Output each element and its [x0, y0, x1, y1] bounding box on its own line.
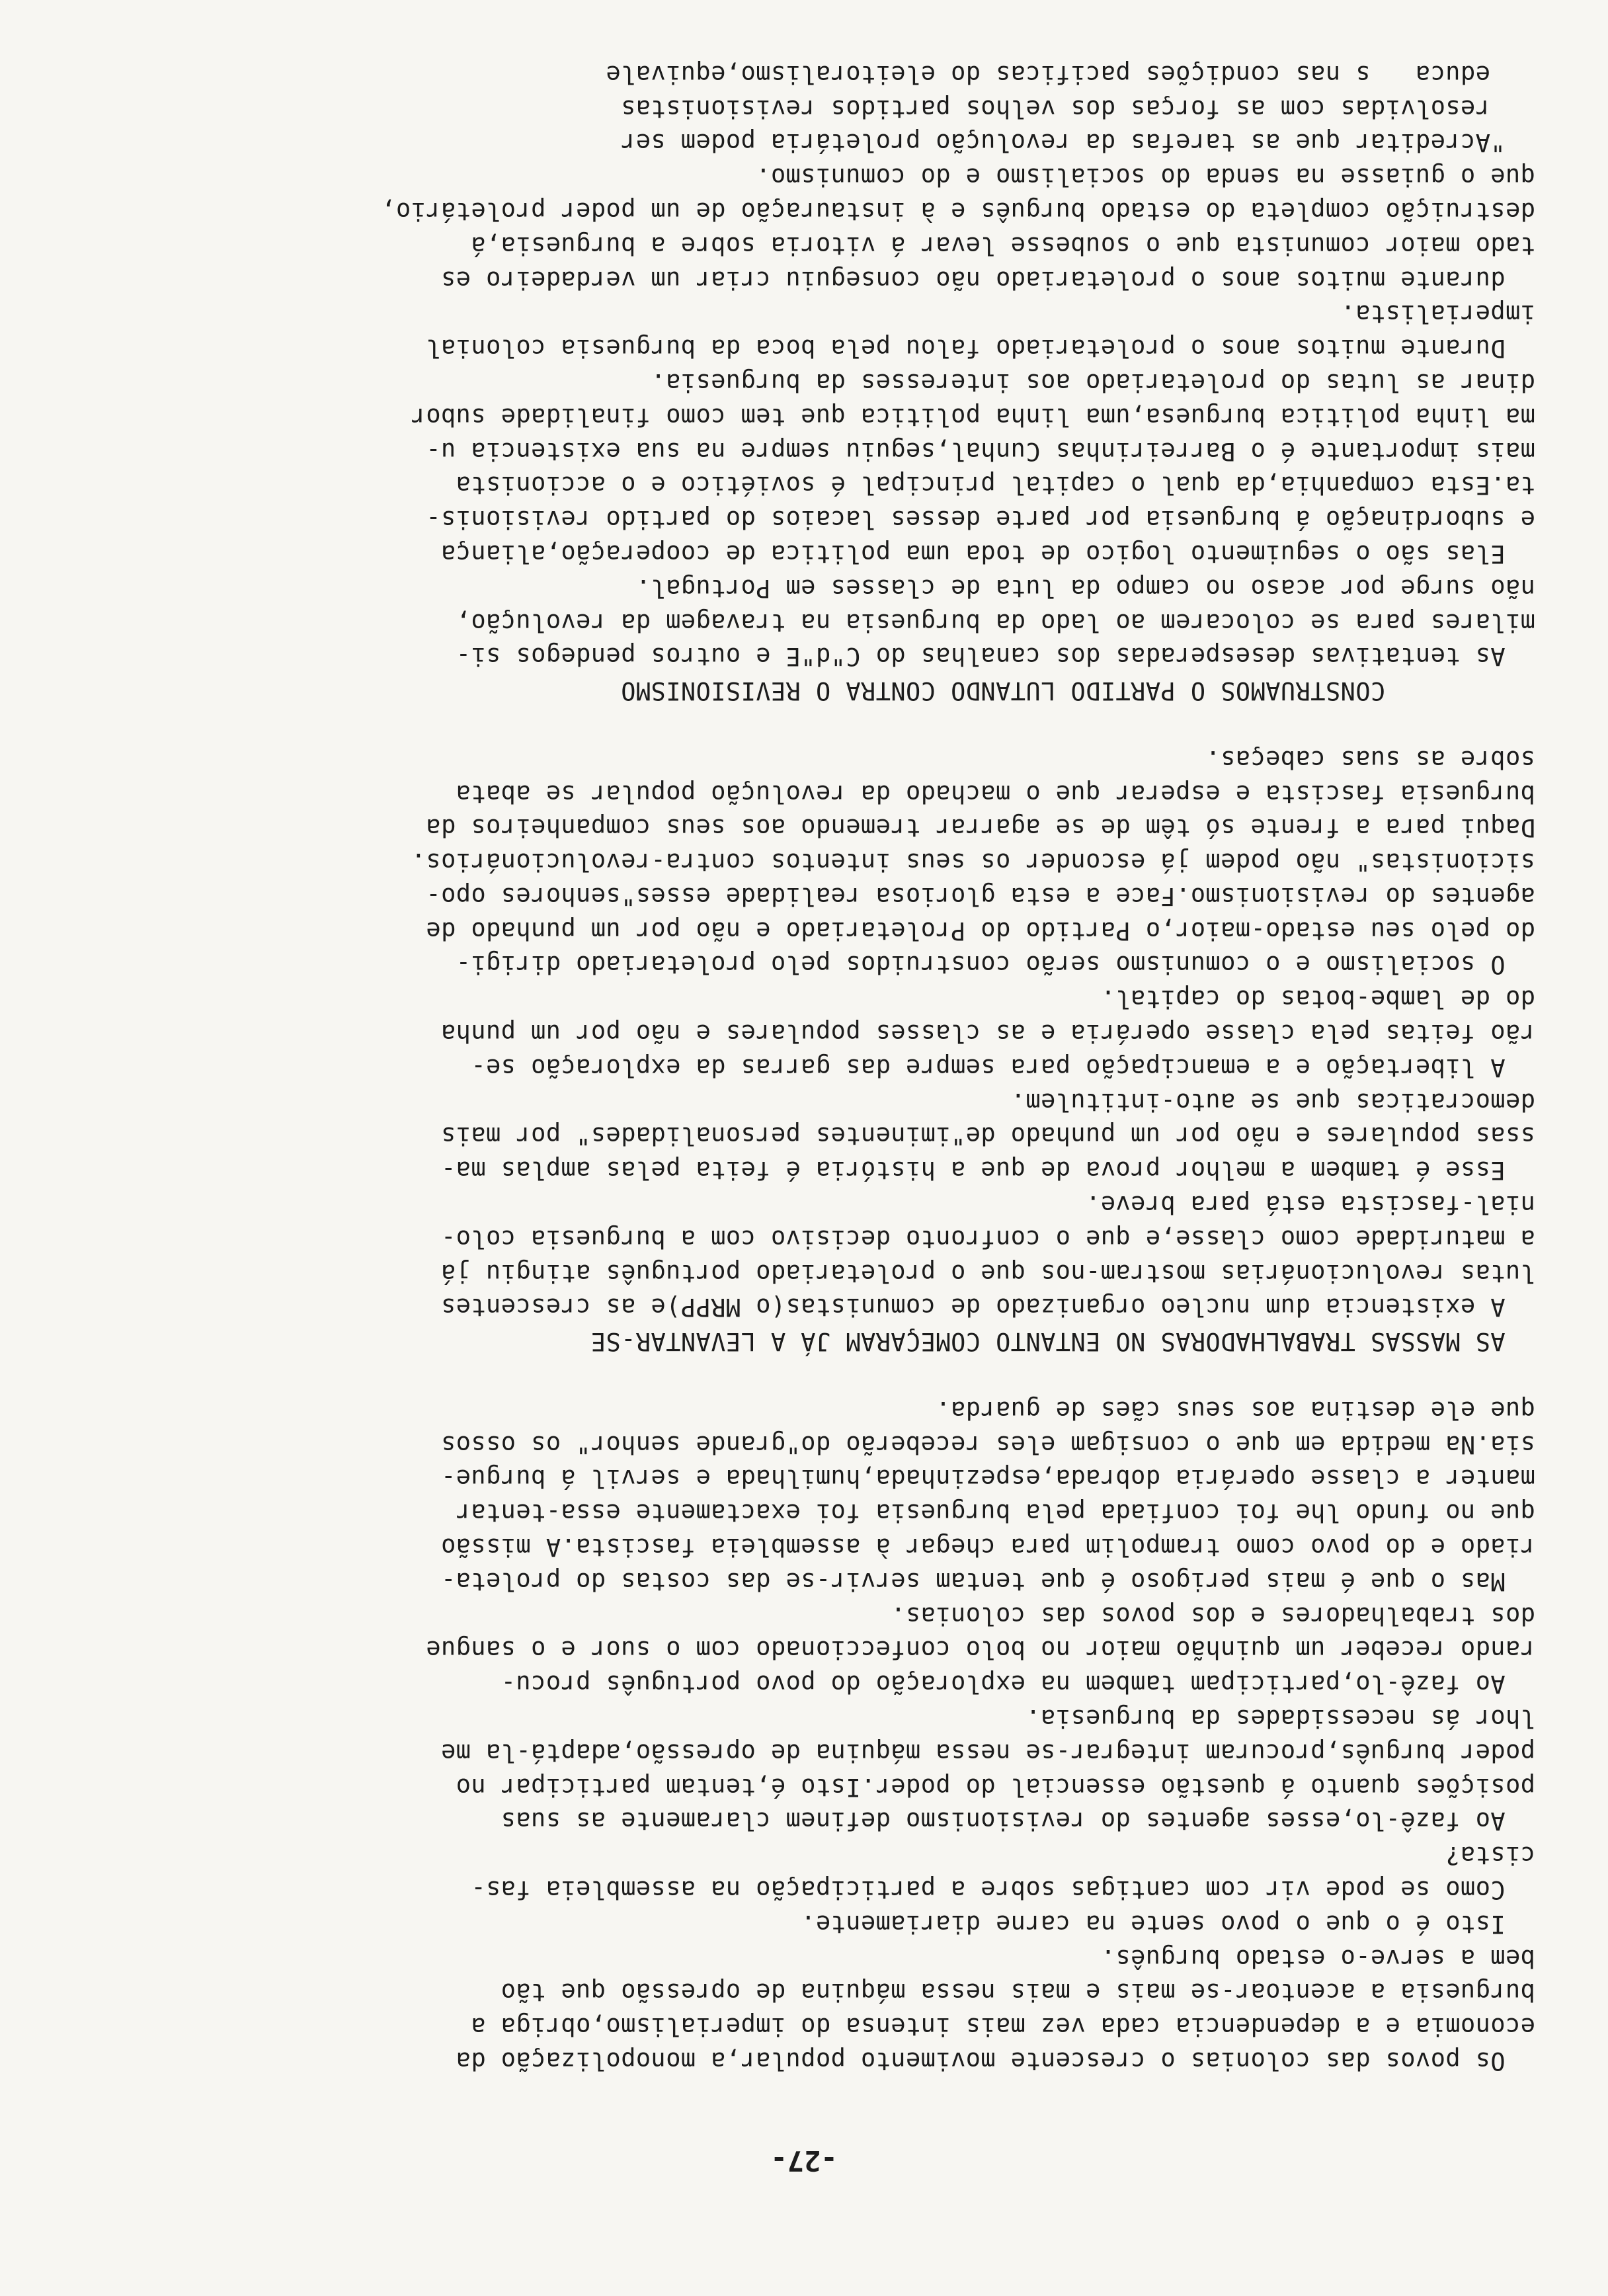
text-line: ma linha politica burguesa,uma linha politica que tem como finalidade subor — [411, 402, 1535, 431]
text-line: mais importante é o Barreirinhas Cunhal,seguiu sempre na sua existencia u- — [425, 436, 1535, 466]
text-line: rão feitas pela classe operária e as classes populares e não por um punha — [440, 1019, 1535, 1048]
text-line: Mas o que é mais perigoso é que tentam servir-se das costas do proleta- — [440, 1567, 1535, 1596]
text-line: A libertação e a emancipação para sempre das garras da exploração se- — [471, 1053, 1535, 1082]
text-line: milares para se colocarem ao lado da burguesia na travagem da revolução, — [456, 608, 1535, 637]
text-line: democraticas que se auto-intitulem. — [1010, 1087, 1535, 1116]
text-line: Durante muitos anos o proletariado falou pela boca da burguesia colonial — [425, 334, 1535, 363]
blank-line — [81, 708, 1535, 742]
text-line: burguesia a acentoar-se mais e mais nessa máquina de opressão que tão — [501, 1978, 1535, 2007]
text-line: nial-fascista está para breve. — [1085, 1190, 1535, 1219]
text-line: sobre as suas cabeças. — [1205, 745, 1535, 774]
text-line: bem a serve-o estado burguês. — [1100, 1944, 1535, 1973]
text-line: agentes do revisionismo.Face a esta gloriosa realidade esses"senhores opo- — [425, 882, 1535, 911]
text-line: Esse é tambem a melhor prova de que a história é feita pelas amplas ma- — [440, 1156, 1535, 1185]
text-line: Como se pode vir com cantigas sobre a participação na assembleia fas- — [471, 1875, 1535, 1905]
text-line: lutas revolucionárias mostram-nos que o proletariado português atingiu já — [440, 1258, 1535, 1288]
text-line: que o guiasse na senda do socialismo e do comunismo. — [755, 163, 1535, 192]
blank-line — [81, 1358, 1535, 1393]
text-line: lhor ás necessidades da burguesia. — [1025, 1704, 1535, 1733]
text-line: A existencia dum nucleo organizado de comunistas(o MRPP)e as crescentes — [440, 1293, 1535, 1322]
text-line: a maturidade como classe,e que o confronto decisivo com a burguesia colo- — [440, 1224, 1535, 1253]
section-heading: AS MASSAS TRABALHADORAS NO ENTANTO COMEÇARAM JÁ A LEVANTAR-SE — [590, 1327, 1535, 1356]
text-line: imperialista. — [1340, 300, 1535, 329]
text-line: dos trabalhadores e dos povos das colonias. — [890, 1601, 1535, 1630]
text-line: rando receber um quinhão maior no bolo confeccionado com o suor e o sangue — [425, 1635, 1535, 1664]
text-line: ssas populares e não por um punhado de"iminentes personalidades" por mais — [440, 1122, 1535, 1151]
text-line: Daqui para a frente só têm de se agarrar tremendo aos seus companheiros da — [425, 813, 1535, 842]
text-line: sicionistas" não podem já esconder os seus intentos contra-revolucionários. — [411, 848, 1535, 877]
text-line: tado maior comunista que o soubesse levar á vitoria sobre a burguesia,á — [471, 231, 1535, 260]
text-line: As tentativas desesperadas dos canalhas do C"d"E e outros pendegos si- — [456, 642, 1535, 671]
text-line: manter a classe operária dobrada,espezinhada,humilhada e servil á burgue- — [440, 1464, 1535, 1493]
document-body — [81, 57, 1535, 2078]
text-line: Elas são o seguimento logico de toda uma politica de cooperação,aliança — [440, 539, 1535, 568]
text-line: Os povos das colonias o crescente movimento popular,a monopolização da — [456, 2047, 1535, 2075]
page-number: -27- — [770, 2145, 838, 2177]
text-line: O socialismo e o comunismo serão construidos pelo proletariado dirigi- — [456, 950, 1535, 979]
text-line: "Acreditar que as tarefas da revolução proletária podem ser — [620, 128, 1535, 157]
text-line: Isto é o que o povo sente na carne diariamente. — [800, 1909, 1535, 1938]
text-line: sia.Na medida em que o consigam eles receberão do"grande senhor" os ossos — [440, 1430, 1535, 1459]
text-line: poder burguês,procuram integrar-se nessa máquina de opressão,adaptá-la me — [440, 1738, 1535, 1767]
text-line: que ele destina aos seus cães de guarda. — [935, 1395, 1535, 1424]
text-line: dinar as lutas do proletariado aos interesses da burguesia. — [651, 368, 1535, 397]
text-line: do de lambe-botas do capital. — [1100, 985, 1535, 1014]
text-line: cista? — [1445, 1841, 1535, 1870]
text-line: burguesia fascista e esperar que o machado da revolução popular se abata — [456, 779, 1535, 808]
text-line: Ao fazê-lo,esses agentes do revisionismo definem claramente as suas — [501, 1807, 1535, 1836]
text-line: educa s nas condições pacificas do eleitoralismo,equivale — [606, 60, 1535, 89]
text-line: Ao fazê-lo,participam tambem na exploração do povo português procu- — [501, 1670, 1535, 1699]
text-line: resolvidas com as forças dos velhos partidos revisionistas — [620, 94, 1535, 123]
text-line: que no fundo lhe foi confiada pela burguesia foi exactamente essa-tentar — [456, 1498, 1535, 1528]
section-heading: CONSTRUAMOS O PARTIDO LUTANDO CONTRA O REVISIONISMO — [620, 676, 1535, 706]
text-line: e subordinação á burguesia por parte desses lacaios do partido revisionis- — [425, 505, 1535, 534]
text-line: não surge por acaso no campo da luta de classes em Portugal. — [635, 573, 1535, 602]
text-line: durante muitos anos o proletariado não conseguiu criar um verdadeiro es — [440, 265, 1535, 294]
text-line: posições quanto á questão essencial do poder.Isto é,tentam participar no — [456, 1772, 1535, 1801]
text-line: ta.Esta companhia,da qual o capital principal é soviético e o accionista — [456, 471, 1535, 500]
text-line: destruição completa do estado burguês e à instauração de um poder proletário, — [380, 196, 1535, 226]
text-line: economia e a dependencia cada vez mais intensa do imperialismo,obriga a — [471, 2012, 1535, 2041]
text-line: do pelo seu estado-maior,o Partido do Proletariado e não por um punhado de — [425, 916, 1535, 945]
text-line: riado e do povo como trampolim para chegar à assembleia fascista.A missão — [440, 1533, 1535, 1562]
